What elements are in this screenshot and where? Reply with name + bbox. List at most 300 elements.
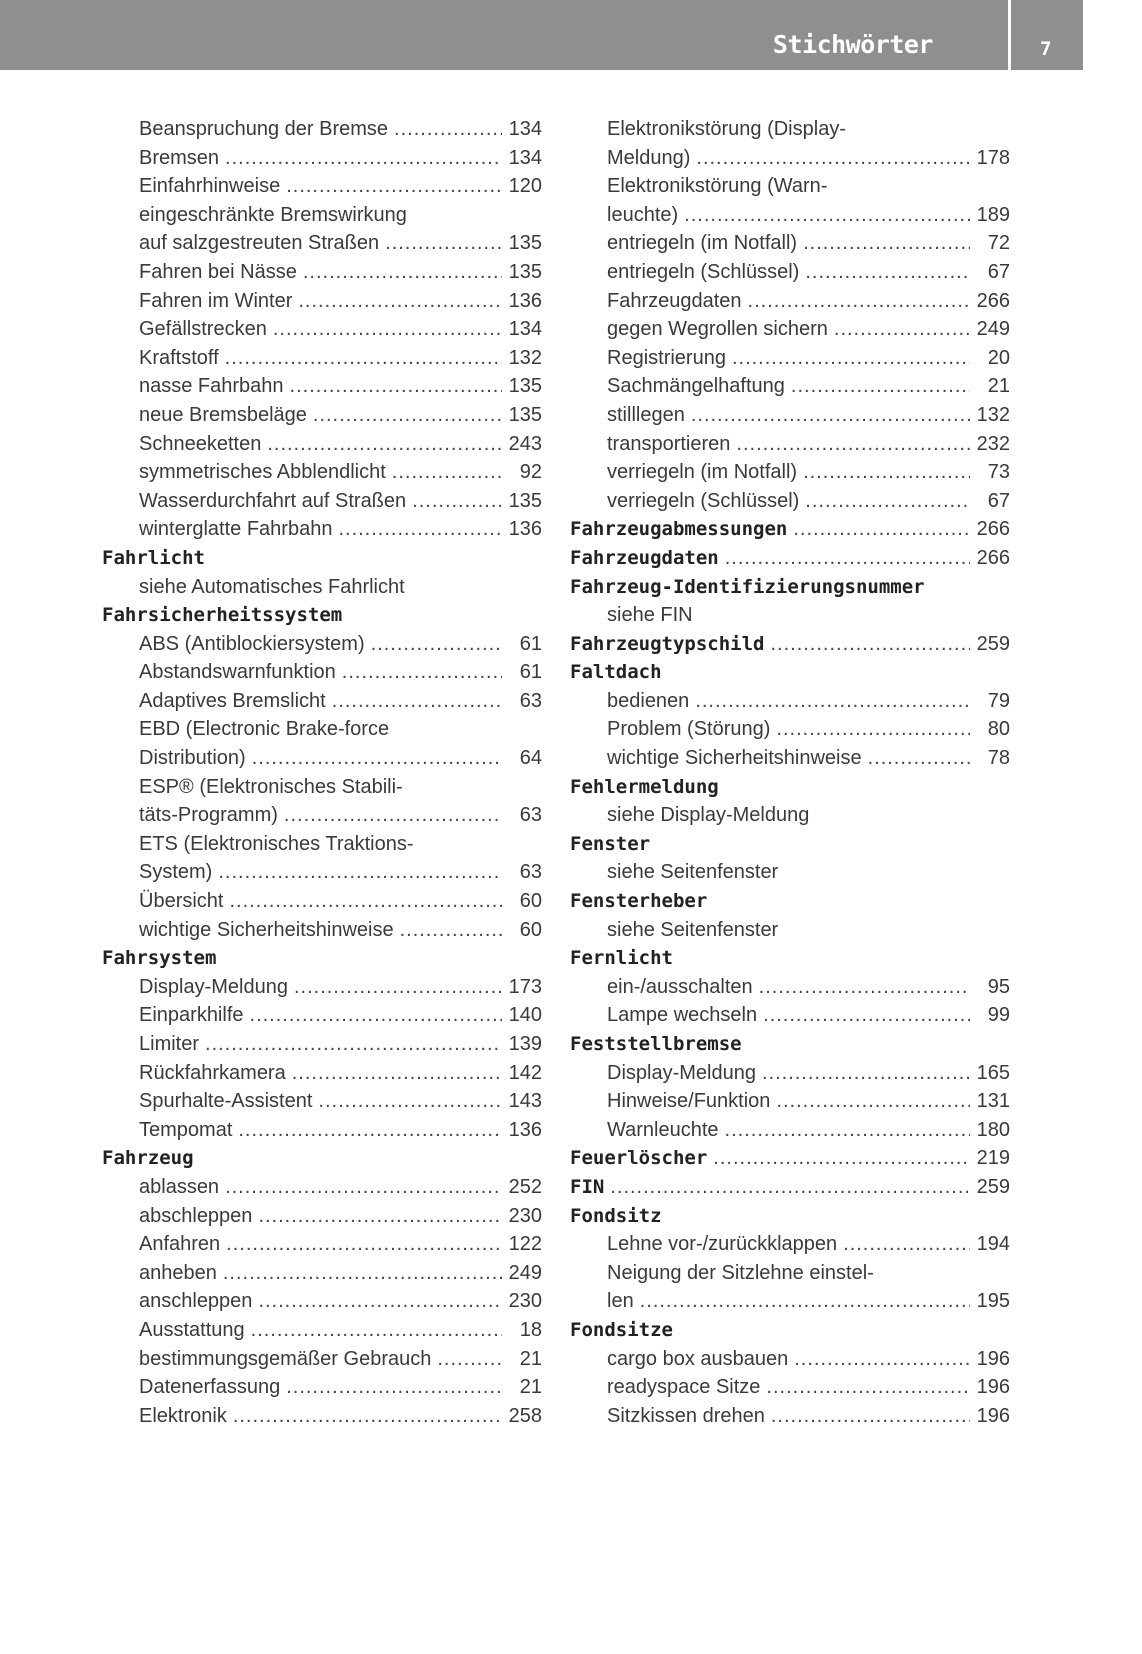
page-reference: 79 [987, 689, 1010, 712]
entry-text: winterglatte Fahrbahn [139, 518, 333, 541]
entry-text: bedienen [607, 689, 690, 712]
index-heading [102, 544, 542, 573]
entry-text: Adaptives Bremslicht [139, 689, 326, 712]
index-heading [570, 1030, 1010, 1059]
page-reference: 72 [987, 232, 1010, 255]
entry-text: Feststellbremse [570, 1033, 742, 1055]
dot-leader [303, 258, 502, 287]
index-entry [102, 773, 542, 802]
entry-text: Datenerfassung [139, 1376, 281, 1399]
dot-leader [776, 1087, 970, 1116]
entry-text: Gefällstrecken [139, 318, 267, 341]
page-reference: 140 [508, 1004, 542, 1027]
entry-text: Elektronikstörung (Display- [607, 118, 846, 140]
index-entry [102, 1316, 542, 1345]
entry-text: Anfahren [139, 1233, 221, 1256]
entry-text: Meldung) [607, 146, 691, 169]
entry-text: Warnleuchte [607, 1118, 719, 1141]
index-entry [570, 144, 1010, 173]
index-heading [570, 573, 1010, 602]
page-reference: 252 [508, 1175, 542, 1198]
index-entry [570, 430, 1010, 459]
page-reference: 194 [976, 1233, 1010, 1256]
dot-leader [233, 1402, 502, 1431]
page-reference: 61 [519, 661, 542, 684]
page-reference: 232 [976, 432, 1010, 455]
index-entry [102, 801, 542, 830]
index-entry [102, 487, 542, 516]
index-entry [102, 1287, 542, 1316]
page-reference: 63 [519, 861, 542, 884]
dot-leader [610, 1173, 970, 1202]
index-entry [570, 1059, 1010, 1088]
index-entry [102, 515, 542, 544]
entry-text: entriegeln (Schlüssel) [607, 260, 800, 283]
page-reference: 64 [519, 747, 542, 770]
index-entry [102, 1059, 542, 1088]
index-entry [570, 1001, 1010, 1030]
entry-text: Sitzkissen drehen [607, 1404, 765, 1427]
page-reference: 180 [976, 1118, 1010, 1141]
entry-text: Distribution) [139, 747, 246, 770]
dot-leader [437, 1345, 502, 1374]
dot-leader [725, 1116, 970, 1145]
index-entry [570, 401, 1010, 430]
entry-text: leuchte) [607, 203, 679, 226]
index-entry [102, 144, 542, 173]
dot-leader [258, 1202, 502, 1231]
page-reference: 249 [976, 318, 1010, 341]
dot-leader [273, 315, 502, 344]
entry-text: nasse Fahrbahn [139, 375, 284, 398]
entry-text: Display-Meldung [607, 1061, 756, 1084]
dot-leader [223, 1259, 502, 1288]
dot-leader [392, 458, 502, 487]
page-reference: 135 [508, 232, 542, 255]
dot-leader [313, 401, 502, 430]
index-entry [102, 744, 542, 773]
page-reference: 20 [987, 346, 1010, 369]
entry-text: Lampe wechseln [607, 1004, 758, 1027]
entry-text: Übersicht [139, 890, 224, 913]
entry-text: Fahrzeugdaten [570, 546, 719, 569]
entry-text: neue Bremsbeläge [139, 403, 307, 426]
entry-text: EBD (Electronic Brake-force [139, 718, 390, 741]
index-entry [102, 1173, 542, 1202]
dot-leader [400, 916, 502, 945]
entry-text: entriegeln (im Notfall) [607, 232, 798, 255]
entry-text: wichtige Sicherheitshinweise [607, 747, 862, 770]
index-entry [570, 115, 1010, 144]
entry-text: siehe Seitenfenster [607, 861, 779, 884]
page-reference: 135 [508, 260, 542, 283]
dot-leader [725, 544, 970, 573]
page-reference: 21 [519, 1376, 542, 1399]
index-entry [102, 1259, 542, 1288]
index-entry [570, 229, 1010, 258]
page-reference: 135 [508, 489, 542, 512]
entry-text: siehe Automatisches Fahrlicht [139, 575, 405, 598]
page-number: 7 [1040, 38, 1052, 60]
index-entry [570, 858, 1010, 887]
dot-leader [394, 115, 502, 144]
index-entry [102, 1345, 542, 1374]
index-heading [102, 944, 542, 973]
entry-text: eingeschränkte Bremswirkung [139, 203, 407, 226]
index-entry [102, 658, 542, 687]
page-reference: 266 [976, 289, 1010, 312]
entry-text: Fensterheber [570, 890, 708, 913]
entry-text: Fenster [570, 832, 651, 855]
dot-leader [793, 515, 970, 544]
dot-leader [762, 1059, 970, 1088]
dot-leader [695, 687, 970, 716]
entry-text: Fondsitze [570, 1318, 673, 1341]
entry-text: Fahren im Winter [139, 289, 293, 312]
dot-leader [763, 1001, 970, 1030]
index-heading [570, 515, 1010, 544]
page-reference: 249 [508, 1261, 542, 1284]
page-reference: 18 [519, 1318, 542, 1341]
entry-text: Ausstattung [139, 1318, 245, 1341]
index-entry [570, 687, 1010, 716]
dot-leader [290, 372, 502, 401]
section-title: Stichwörter [772, 30, 933, 59]
index-entry [102, 1116, 542, 1145]
index-entry [570, 744, 1010, 773]
dot-leader [713, 1144, 970, 1173]
page-reference: 63 [519, 804, 542, 827]
dot-leader [732, 344, 970, 373]
entry-text: FIN [570, 1175, 605, 1198]
index-entry [570, 1345, 1010, 1374]
page-reference: 60 [519, 918, 542, 941]
entry-text: Bremsen [139, 146, 220, 169]
index-entry [570, 1373, 1010, 1402]
dot-leader [342, 658, 502, 687]
index-entry [102, 687, 542, 716]
dot-leader [385, 229, 502, 258]
index-entry [102, 887, 542, 916]
page-reference: 243 [508, 432, 542, 455]
index-entry [570, 715, 1010, 744]
index-entry [102, 258, 542, 287]
entry-text: Registrierung [607, 346, 726, 369]
dot-leader [794, 1345, 970, 1374]
index-entry [570, 1230, 1010, 1259]
page-reference: 219 [976, 1147, 1010, 1170]
dot-leader [843, 1230, 970, 1259]
page-reference: 178 [976, 146, 1010, 169]
dot-leader [736, 430, 970, 459]
dot-leader [250, 1001, 502, 1030]
entry-text: Spurhalte-Assistent [139, 1090, 313, 1113]
entry-text: Fahrzeugtypschild [570, 632, 765, 655]
index-entry [570, 372, 1010, 401]
page-reference: 195 [976, 1290, 1010, 1313]
page-reference: 92 [519, 461, 542, 484]
entry-text: ESP® (Elektronisches Stabili- [139, 775, 403, 798]
page-reference: 259 [976, 632, 1010, 655]
index-heading [570, 1316, 1010, 1345]
dot-leader [691, 401, 970, 430]
index-entry [570, 201, 1010, 230]
page-reference: 136 [508, 289, 542, 312]
page-reference: 165 [976, 1061, 1010, 1084]
dot-leader [294, 973, 502, 1002]
entry-text: anschleppen [139, 1290, 253, 1313]
page-reference: 132 [508, 346, 542, 369]
entry-text: Tempomat [139, 1118, 233, 1141]
index-heading [570, 887, 1010, 916]
index-entry [570, 916, 1010, 945]
page-reference: 134 [508, 146, 542, 169]
index-entry [102, 401, 542, 430]
index-entry [102, 315, 542, 344]
index-entry [102, 1402, 542, 1431]
index-heading [570, 630, 1010, 659]
entry-text: transportieren [607, 432, 731, 455]
entry-text: Beanspruchung der Bremse [139, 118, 389, 140]
dot-leader [229, 887, 502, 916]
dot-leader [292, 1059, 502, 1088]
entry-text: Einfahrhinweise [139, 175, 281, 198]
index-column-right [570, 115, 1010, 1430]
dot-leader [640, 1287, 970, 1316]
entry-text: Fahrzeug [102, 1147, 194, 1170]
entry-text: Wasserdurchfahrt auf Straßen [139, 489, 407, 512]
index-entry [570, 1116, 1010, 1145]
dot-leader [805, 258, 970, 287]
dot-leader [766, 1373, 970, 1402]
index-entry [570, 487, 1010, 516]
page-reference: 122 [508, 1233, 542, 1256]
index-heading [570, 773, 1010, 802]
index-entry [102, 830, 542, 859]
page-reference: 136 [508, 518, 542, 541]
index-entry [102, 573, 542, 602]
dot-leader [803, 458, 970, 487]
dot-leader [684, 201, 970, 230]
entry-text: siehe FIN [607, 604, 693, 627]
dot-leader [238, 1116, 502, 1145]
page-reference: 230 [508, 1290, 542, 1313]
index-entry [102, 372, 542, 401]
entry-text: Fahren bei Nässe [139, 260, 297, 283]
entry-text: gegen Wegrollen sichern [607, 318, 828, 341]
page-reference: 63 [519, 689, 542, 712]
index-heading [570, 1173, 1010, 1202]
entry-text: Feuerlöscher [570, 1147, 708, 1170]
dot-leader [286, 1373, 502, 1402]
index-entry [102, 916, 542, 945]
page-reference: 95 [987, 975, 1010, 998]
entry-text: täts-Programm) [139, 804, 278, 827]
index-entry [102, 458, 542, 487]
entry-text: ablassen [139, 1175, 220, 1198]
entry-text: ETS (Elektronisches Traktions- [139, 832, 414, 855]
entry-text: Fondsitz [570, 1204, 662, 1227]
entry-text: Lehne vor-/zurückklappen [607, 1233, 838, 1256]
dot-leader [251, 1316, 502, 1345]
index-entry [102, 715, 542, 744]
index-heading [102, 601, 542, 630]
dot-leader [371, 630, 502, 659]
page-header-bar [0, 0, 1083, 70]
index-entry [102, 1373, 542, 1402]
index-heading [570, 944, 1010, 973]
page-reference: 78 [987, 747, 1010, 770]
entry-text: Sachmängelhaftung [607, 375, 785, 398]
dot-leader [696, 144, 970, 173]
page-reference: 142 [508, 1061, 542, 1084]
index-entry [570, 344, 1010, 373]
entry-text: Fahrlicht [102, 546, 205, 569]
page-reference: 259 [976, 1175, 1010, 1198]
entry-text: Kraftstoff [139, 346, 219, 369]
entry-text: Abstandswarnfunktion [139, 661, 336, 684]
index-entry [102, 973, 542, 1002]
entry-text: anheben [139, 1261, 217, 1284]
index-entry [102, 858, 542, 887]
dot-leader [225, 1173, 502, 1202]
page-reference: 67 [987, 489, 1010, 512]
dot-leader [318, 1087, 502, 1116]
dot-leader [803, 229, 970, 258]
header-divider [1008, 0, 1011, 70]
page-reference: 258 [508, 1404, 542, 1427]
index-entry [102, 1001, 542, 1030]
entry-text: ein-/ausschalten [607, 975, 753, 998]
page-reference: 173 [508, 975, 542, 998]
index-entry [570, 1259, 1010, 1288]
index-entry [102, 115, 542, 144]
entry-text: verriegeln (Schlüssel) [607, 489, 800, 512]
entry-text: Fahrzeug-Identifizierungsnummer [570, 575, 925, 598]
dot-leader [258, 1287, 502, 1316]
page-reference: 134 [508, 318, 542, 341]
page-reference: 132 [976, 403, 1010, 426]
entry-text: symmetrisches Abblendlicht [139, 461, 386, 484]
dot-leader [759, 973, 970, 1002]
entry-text: siehe Seitenfenster [607, 918, 779, 941]
index-entry [102, 430, 542, 459]
page-reference: 196 [976, 1404, 1010, 1427]
index-heading [570, 658, 1010, 687]
entry-text: Fahrzeugdaten [607, 289, 742, 312]
entry-text: Neigung der Sitzlehne einstel- [607, 1261, 874, 1284]
entry-text: Elektronik [139, 1404, 227, 1427]
entry-text: ABS (Antiblockiersystem) [139, 632, 365, 655]
page-reference: 230 [508, 1204, 542, 1227]
entry-text: Elektronikstörung (Warn- [607, 175, 828, 198]
entry-text: auf salzgestreuten Straßen [139, 232, 380, 255]
dot-leader [771, 1402, 970, 1431]
entry-text: Fahrzeugabmessungen [570, 518, 788, 541]
dot-leader [225, 144, 502, 173]
page-reference: 266 [976, 518, 1010, 541]
dot-leader [868, 744, 970, 773]
dot-leader [338, 515, 502, 544]
index-entry [570, 258, 1010, 287]
index-entry [102, 229, 542, 258]
page-reference: 266 [976, 546, 1010, 569]
index-entry [570, 458, 1010, 487]
page-reference: 196 [976, 1347, 1010, 1370]
index-entry [570, 1287, 1010, 1316]
index-entry [102, 172, 542, 201]
entry-text: Fahrsicherheitssystem [102, 604, 343, 627]
dot-leader [770, 630, 970, 659]
entry-text: siehe Display-Meldung [607, 804, 810, 827]
page-reference: 189 [976, 203, 1010, 226]
entry-text: verriegeln (im Notfall) [607, 461, 798, 484]
page-reference: 73 [987, 461, 1010, 484]
index-entry [570, 973, 1010, 1002]
page-reference: 196 [976, 1376, 1010, 1399]
entry-text: readyspace Sitze [607, 1376, 761, 1399]
page-reference: 135 [508, 375, 542, 398]
index-entry [570, 1402, 1010, 1431]
page-reference: 136 [508, 1118, 542, 1141]
page-reference: 135 [508, 403, 542, 426]
page-reference: 120 [508, 175, 542, 198]
page-reference: 21 [519, 1347, 542, 1370]
index-entry [570, 172, 1010, 201]
dot-leader [205, 1030, 502, 1059]
index-column-left [102, 115, 542, 1430]
dot-leader [218, 858, 502, 887]
index-entry [570, 315, 1010, 344]
index-entry [102, 344, 542, 373]
entry-text: Hinweise/Funktion [607, 1090, 771, 1113]
index-heading [570, 1202, 1010, 1231]
entry-text: System) [139, 861, 213, 884]
index-entry [570, 601, 1010, 630]
entry-text: Display-Meldung [139, 975, 288, 998]
entry-text: Problem (Störung) [607, 718, 771, 741]
index-entry [102, 1087, 542, 1116]
index-entry [570, 801, 1010, 830]
page-reference: 99 [987, 1004, 1010, 1027]
dot-leader [776, 715, 970, 744]
page-reference: 60 [519, 890, 542, 913]
index-entry [102, 1202, 542, 1231]
dot-leader [267, 430, 502, 459]
entry-text: len [607, 1290, 634, 1313]
dot-leader [226, 1230, 502, 1259]
index-entry [102, 201, 542, 230]
dot-leader [834, 315, 970, 344]
page-reference: 143 [508, 1090, 542, 1113]
index-entry [102, 630, 542, 659]
dot-leader [805, 487, 970, 516]
index-entry [570, 287, 1010, 316]
entry-text: stilllegen [607, 403, 685, 426]
index-heading [570, 544, 1010, 573]
entry-text: Rückfahrkamera [139, 1061, 286, 1084]
entry-text: Schneeketten [139, 432, 262, 455]
entry-text: bestimmungsgemäßer Gebrauch [139, 1347, 432, 1370]
page-reference: 80 [987, 718, 1010, 741]
page-reference: 131 [976, 1090, 1010, 1113]
page-reference: 67 [987, 260, 1010, 283]
entry-text: wichtige Sicherheitshinweise [139, 918, 394, 941]
index-entry [102, 287, 542, 316]
dot-leader [412, 487, 502, 516]
page-reference: 134 [508, 118, 542, 140]
dot-leader [791, 372, 970, 401]
